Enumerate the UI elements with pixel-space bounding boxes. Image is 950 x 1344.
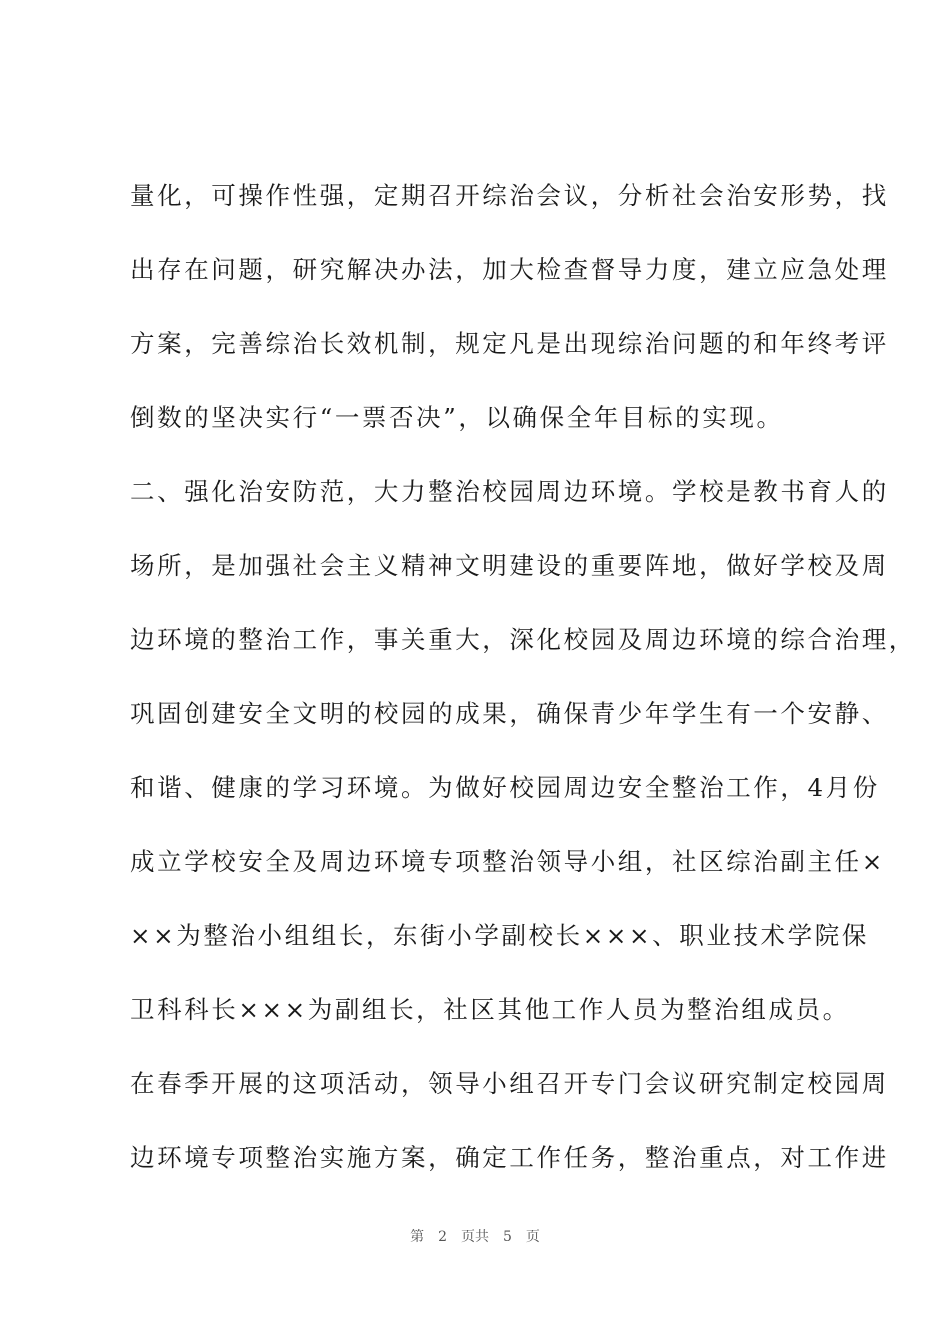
body-text (130, 170, 916, 1206)
text-line: 场所，是加强社会主义精神文明建设的重要阵地，做好学校及周 (130, 551, 889, 580)
text-line: 倒数的坚决实行“一票否决”，以确保全年目标的实现。 (130, 403, 784, 432)
text-line: 边环境专项整治实施方案，确定工作任务，整治重点，对工作进 (130, 1143, 889, 1172)
footer-di: 第 (410, 1229, 425, 1245)
text-line: 出存在问题，研究解决办法，加大检查督导力度，建立应急处理 (130, 255, 889, 284)
footer-ye-gong: 页共 (461, 1229, 489, 1245)
text-line: 边环境的整治工作，事关重大，深化校园及周边环境的综合治理， (130, 625, 916, 654)
text-line: 和谐、健康的学习环境。为做好校园周边安全整治工作，4月份 (130, 773, 880, 802)
text-line: 成立学校安全及周边环境专项整治领导小组，社区综治副主任× (130, 847, 885, 876)
page-footer (0, 1226, 950, 1246)
text-line: 卫科科长×××为副组长，社区其他工作人员为整治组成员。 (130, 995, 850, 1024)
footer-page-number: 2 (438, 1229, 447, 1245)
text-line: 二、强化治安防范，大力整治校园周边环境。学校是教书育人的 (130, 477, 889, 506)
footer-total-pages: 5 (503, 1229, 512, 1245)
text-line: 巩固创建安全文明的校园的成果，确保青少年学生有一个安静、 (130, 699, 889, 728)
text-line: 方案，完善综治长效机制，规定凡是出现综治问题的和年终考评 (130, 329, 889, 358)
text-line: ××为整治小组组长，东街小学副校长×××、职业技术学院保 (130, 921, 869, 950)
footer-ye: 页 (525, 1229, 540, 1245)
text-line: 在春季开展的这项活动，领导小组召开专门会议研究制定校园周 (130, 1069, 889, 1098)
text-line: 量化，可操作性强，定期召开综治会议，分析社会治安形势，找 (130, 181, 889, 210)
